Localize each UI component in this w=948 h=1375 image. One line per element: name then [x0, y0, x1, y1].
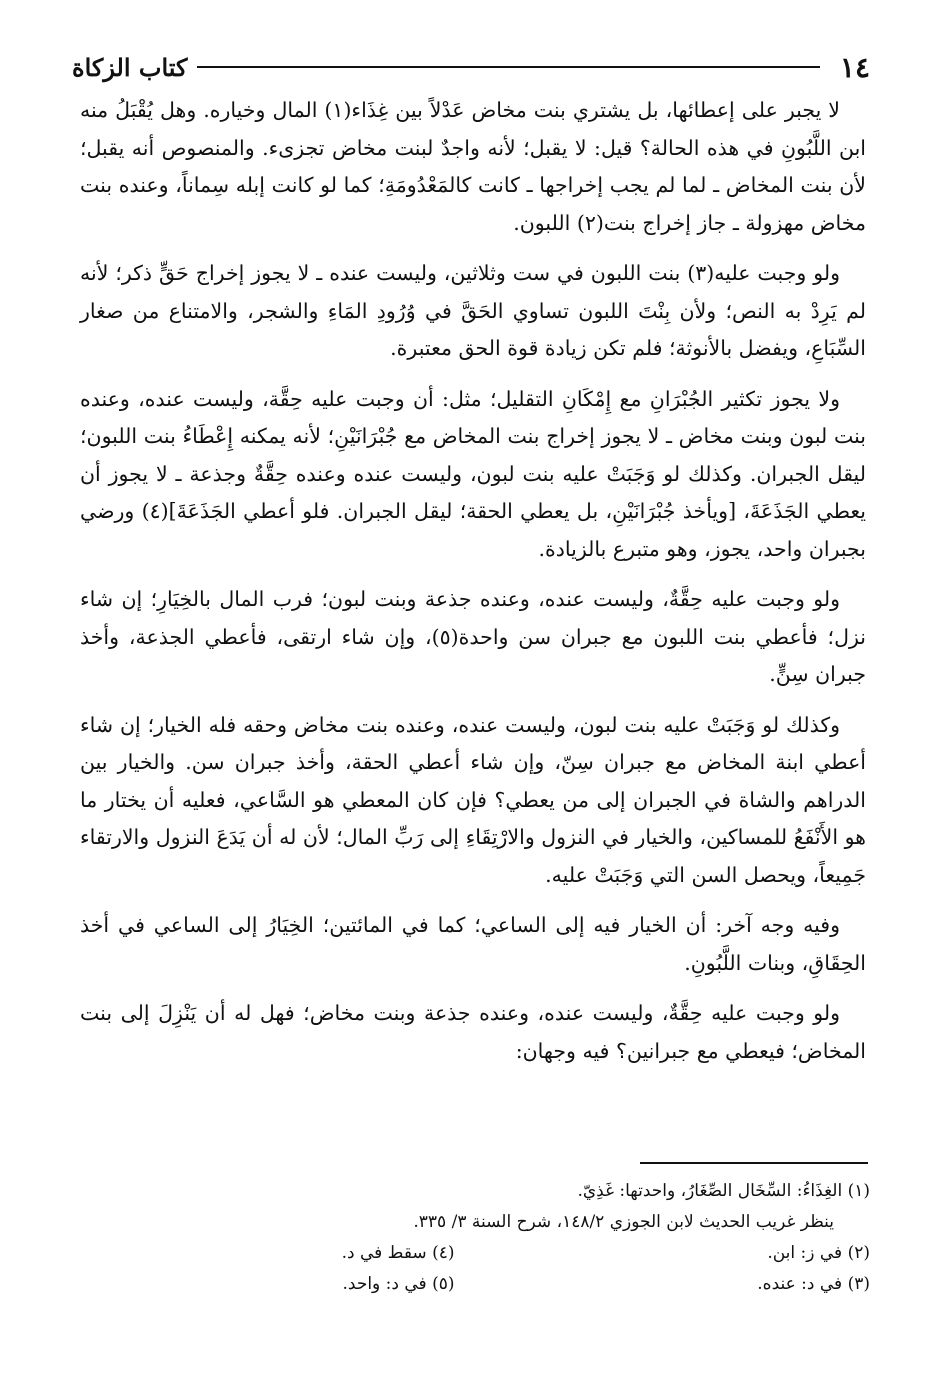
- paragraph: وكذلك لو وَجَبَتْ عليه بنت لبون، وليست عنده، وعنده بنت مخاض وحقه فله الخيار؛ إن شاء أعطي ابنة المخاض مع جبران سِنّ، وإن شاء أعطي الحقة، وأخذ جبران سن. والخيار بين الدراهم والشاة في الجبران إلى من يعطي؟ فإن كان المعطي هو السَّاعي، فعليه أن يختار ما هو الأَنْفَعُ للمساكين، والخيار في النزول والارْتِقَاءِ إلى رَبِّ المال؛ لأن له أن يَدَعَ النزول والارتقاء جَمِيعاً، ويحصل السن التي وَجَبَتْ عليه.: [80, 712, 866, 887]
- paragraph: ولا يجوز تكثير الجُبْرَانِ مع إِمْكَانِ التقليل؛ مثل: أن وجبت عليه حِقَّة، وليست عنده، وعنده بنت لبون وبنت مخاض ـ لا يجوز إخراج بنت المخاض مع جُبْرَانَيْنِ؛ لأنه يمكنه إِعْطَاءُ بنت اللبون؛ ليقل الجبران. وكذلك لو وَجَبَتْ عليه بنت لبون، وليست عنده وعنده حِقَّةٌ وجذعة ـ لا يجوز أن يعطي الجَذَعَةَ، [ويأخذ جُبْرَانَيْنِ، بل يعطي الحقة؛ ليقل الجبران. فلو أعطي الجَذَعَةَ](٤) ورضي بجبران واحد، يجوز، وهو متبرع بالزيادة.: [80, 386, 866, 561]
- footnote-column-right: [515, 1238, 871, 1300]
- paragraph: وفيه وجه آخر: أن الخيار فيه إلى الساعي؛ كما في المائتين؛ الخِيَارُ إلى الساعي في أخذ الحِقَاقِ، وبنات اللَّبُونِ.: [80, 913, 866, 975]
- footnote-column-left: [80, 1238, 515, 1300]
- footnote-4: (٤) سقط في د.: [341, 1243, 455, 1263]
- page-number: ١٤: [839, 50, 870, 84]
- paragraph: ولو وجبت عليه حِقَّةٌ، وليست عنده، وعنده جذعة وبنت مخاض؛ فهل له أن يَنْزِلَ إلى بنت المخاض؛ فيعطي مع جبرانين؟ فيه وجهان:: [80, 1001, 866, 1063]
- footnote-3: (٣) في د: عنده.: [757, 1274, 870, 1294]
- footnotes: [80, 1176, 870, 1300]
- footnote-1: (١) الغِذَاءُ: السِّخَال الصِّغَارُ، واحدتها: غَذِيّ.: [577, 1181, 870, 1201]
- book-title: كتاب الزكاة: [72, 52, 188, 82]
- page-header: [72, 50, 870, 84]
- footnote-separator: [640, 1162, 868, 1164]
- footnote-5: (٥) في د: واحد.: [342, 1274, 455, 1294]
- paragraph: ولو وجبت عليه حِقَّةٌ، وليست عنده، وعنده جذعة وبنت لبون؛ فرب المال بالخِيَارِ؛ إن شاء نزل؛ فأعطي بنت اللبون مع جبران سن واحدة(٥)، وإن شاء ارتقى، فأعطي الجذعة، وأخذ جبران سِنٍّ.: [80, 587, 866, 686]
- main-text: [80, 92, 866, 1083]
- footnote-1-reference: ينظر غريب الحديث لابن الجوزي ١٤٨/٢، شرح السنة ٣/ ٣٣٥.: [413, 1212, 834, 1232]
- footnote-2: (٢) في ز: ابن.: [767, 1243, 870, 1263]
- header-rule: [197, 66, 819, 68]
- footnote-columns: [80, 1238, 870, 1300]
- paragraph: ولو وجبت عليه(٣) بنت اللبون في ست وثلاثين، وليست عنده ـ لا يجوز إخراج حَقٍّ ذكر؛ لأنه لم يَرِدْ به النص؛ ولأن بِنْتَ اللبون تساوي الحَقَّ في وُرُودِ المَاءِ والشجر، والامتناع من صغار السِّبَاعِ، ويفضل بالأنوثة؛ فلم تكن زيادة قوة الحق معتبرة.: [80, 261, 866, 360]
- paragraph: لا يجبر على إعطائها، بل يشتري بنت مخاض عَدْلاً بين غِذَاء(١) المال وخياره. وهل يُقْبَلُ منه ابن اللَّبُونِ في هذه الحالة؟ قيل: لا يقبل؛ لأنه واجدٌ لبنت مخاض تجزىء. والمنصوص أنه يقبل؛ لأن بنت المخاض ـ لما لم يجب إخراجها ـ كانت كالمَعْدُومَةِ؛ كما لو كانت إبله سِماناً، وعنده بنت مخاض مهزولة ـ جاز إخراج بنت(٢) اللبون.: [80, 98, 866, 235]
